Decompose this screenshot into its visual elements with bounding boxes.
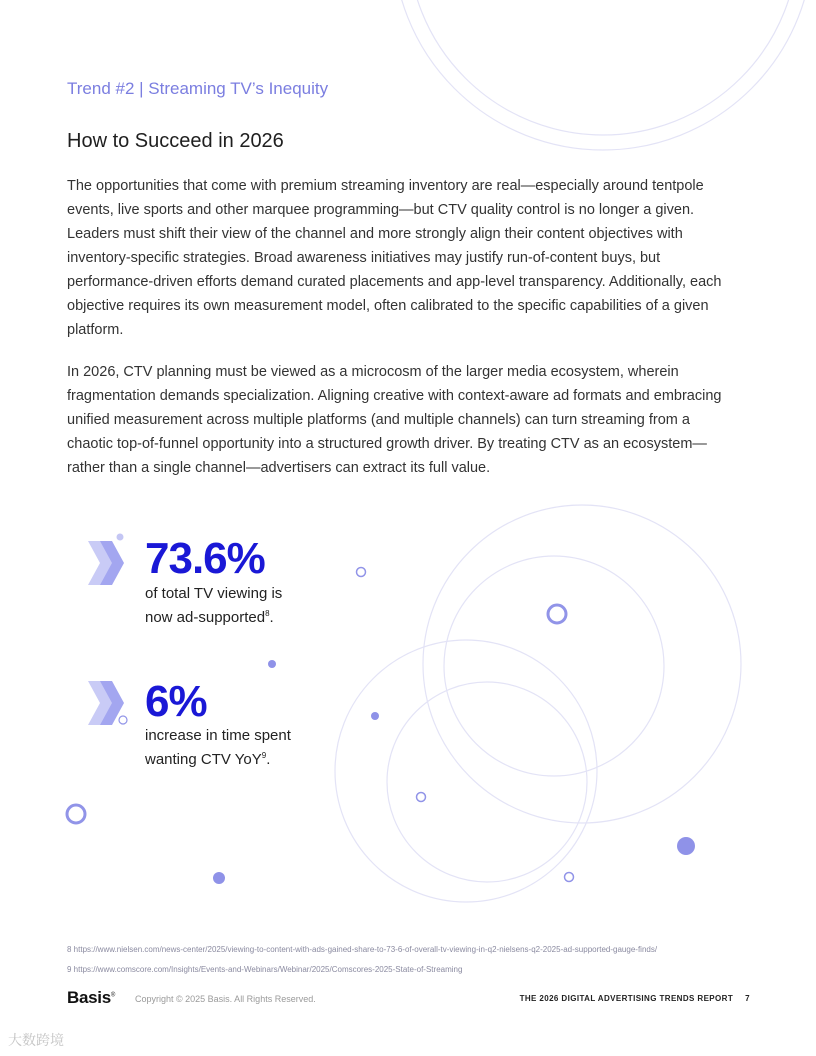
ring-dot bbox=[67, 805, 85, 823]
ring-dot bbox=[548, 605, 566, 623]
solid-dot bbox=[117, 534, 124, 541]
large-ring-a bbox=[423, 505, 741, 823]
large-ring-b bbox=[444, 556, 664, 776]
stat-description-ctv-time: increase in time spent wanting CTV YoY$^9$. bbox=[145, 727, 291, 768]
page-heading: How to Succeed in 2026 bbox=[67, 130, 284, 152]
solid-dot bbox=[268, 660, 276, 668]
stat-line: of total TV viewing is bbox=[145, 585, 283, 602]
stat-value-ad-supported: 73.6% bbox=[145, 534, 265, 583]
solid-dot bbox=[677, 837, 695, 855]
footnotes bbox=[67, 940, 657, 980]
ring-dot bbox=[565, 873, 574, 882]
solid-dot bbox=[213, 872, 225, 884]
large-ring-d bbox=[387, 682, 587, 882]
footnote-ref: 9 bbox=[261, 751, 267, 760]
page-footer bbox=[67, 988, 750, 1008]
footnote-ref: 8 bbox=[265, 609, 270, 618]
stat-description-ad-supported: of total TV viewing is now ad-supported$^8$. bbox=[145, 585, 283, 626]
top-ring bbox=[393, 0, 813, 150]
footnote-9[interactable]: 9 https://www.comscore.com/Insights/Events-and-Webinars/Webinar/2025/Comscores-2025-State-of-Streaming bbox=[67, 965, 463, 974]
watermark: 大数跨境 bbox=[8, 1032, 64, 1048]
chevron-arrow-icon bbox=[88, 681, 128, 725]
section-eyebrow: Trend #2 | Streaming TV’s Inequity bbox=[67, 79, 329, 98]
paragraph-1: The opportunities that come with premium streaming inventory are real—especially around tentpole events, live sports and other marquee programming—but CTV quality control is no longer a given. Leaders must shift their view of the channel and more strongly align their content objectives with inventory-specific strategies. Broad awareness initiatives may justify run-of-content buys, but performance-driven efforts demand curated placements and app-level transparency. Additionally, each objective requires its own measurement model, often calibrated to the specific capabilities of a given platform. bbox=[67, 178, 722, 338]
basis-logo: Basis® bbox=[67, 988, 115, 1007]
solid-dot bbox=[371, 712, 379, 720]
page-number: 7 bbox=[745, 994, 750, 1003]
paragraph-2: In 2026, CTV planning must be viewed as a microcosm of the larger media ecosystem, wherein fragmentation demands specialization. Aligning creative with context-aware ad formats and embracing unified measurement across multiple platforms (and multiple channels) can turn streaming from a chaotic top-of-funnel opportunity into a structured growth driver. By treating CTV as an ecosystem—rather than a single channel—advertisers can extract its full value. bbox=[67, 364, 722, 476]
footnote-8[interactable]: 8 https://www.nielsen.com/news-center/2025/viewing-to-content-with-ads-gained-share-to-73-6-of-overall-tv-viewing-in-q2-nielsens-q2-2025-ad-supported-gauge-finds/ bbox=[67, 945, 658, 954]
stat-line: wanting CTV YoY bbox=[145, 751, 262, 768]
ring-dot bbox=[417, 793, 426, 802]
chevron-arrow-icon bbox=[88, 541, 128, 585]
large-ring-c bbox=[335, 640, 597, 902]
stat-value-ctv-time: 6% bbox=[145, 677, 207, 726]
stat-line: increase in time spent bbox=[145, 727, 291, 744]
top-ring-inner bbox=[408, 0, 798, 135]
stat-line: now ad-supported bbox=[145, 609, 266, 626]
ring-dot bbox=[357, 568, 366, 577]
report-title: THE 2026 DIGITAL ADVERTISING TRENDS REPORT 7 bbox=[519, 994, 750, 1003]
copyright-text: Copyright © 2025 Basis. All Rights Reserved. bbox=[135, 994, 316, 1004]
